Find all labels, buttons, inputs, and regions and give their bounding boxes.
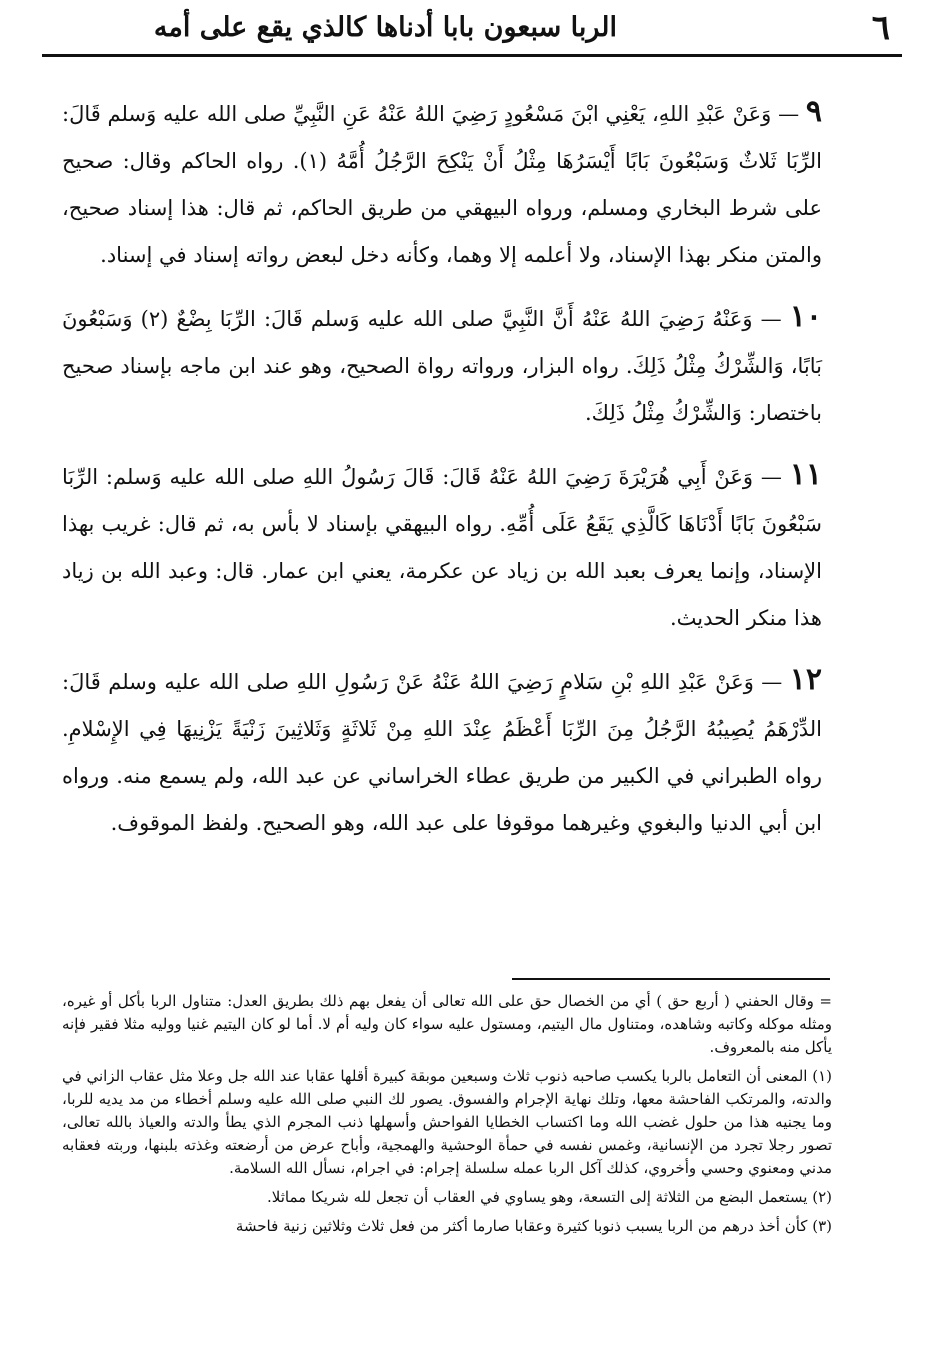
footnote: (١) المعنى أن التعامل بالربا يكسب صاحبه ذنوب ثلاث وسبعين موبقة كبيرة أقلها عقابا عند الله جل وعلا مثل عقاب الزاني في والدته، والمرتكب الفاحشة معها، وتلك نهاية الإجرام والفسوق. يصور لك النبي صلى الله عليه وسلم أخطاء من مد يديه للربا، وما يجنيه هذا من حلول غضب الله وما اكتساب الخطايا الفواحش وأسهلها ذنب المجرم الذي يطأ والدته والعياذ بالله تعالى، تصور رجلا تجرد من الإنسانية، وغمس نفسه في حمأة الوحشية والهمجية، وأباح عرض من أرضعته وغذته بلبنها، وربته فعقابه مدني ومعنوي وحسي وأخروي، كذلك آكل الربا عمله سلسلة إجرام: في اجرام، نسأل الله السلامة. [62, 1067, 832, 1177]
hadith-text: — وَعَنْ عَبْدِ اللهِ بْنِ سَلامٍ رَضِيَ اللهُ عَنْهُ عَنْ رَسُولِ اللهِ صلى الله عليه وسلم قَالَ: الدِّرْهَمُ يُصِيبُهُ الرَّجُلُ مِنَ الرِّبَا أَعْظَمُ عِنْدَ اللهِ مِنْ ثَلاثَةٍ وَثَلاثِينَ زَنْيَةً يَزْنِيهَا فِي الإِسْلامِ. رواه الطبراني في الكبير من طريق عطاء الخراساني عن عبد الله، ولم يسمع منه. ورواه ابن أبي الدنيا والبغوي وغيرهما موقوفا على عبد الله، وهو الصحيح. ولفظ الموقوف. [62, 670, 822, 835]
hadith-12 [62, 656, 822, 847]
hadith-10 [62, 293, 822, 437]
footnote: = وقال الحفني ( أربع حق ) أي من الخصال حق على الله تعالى أن يفعل بهم ذلك بطريق العدل: متناول الربا بأكل أو غيره، ومثله موكله وكاتبه وشاهده، ومتناول مال اليتيم، ومستول عليه سواء كان وليه أم لا. أما لو كان اليتيم غنيا ووليه مثلا فقير فإنه يأكل منه بالمعروف. [62, 992, 832, 1056]
page-header [42, 6, 902, 57]
hadith-number: ١٠ [789, 299, 823, 334]
running-title: الربا سبعون بابا أدناها كالذي يقع على أمه [153, 12, 617, 43]
hadith-text: — وَعَنْ عَبْدِ اللهِ، يَعْنِي ابْنَ مَسْعُودٍ رَضِيَ اللهُ عَنْهُ عَنِ النَّبِيِّ صلى الله عليه وَسلم قَالَ: الرِّبَا ثَلاثٌ وَسَبْعُونَ بَابًا أَيْسَرُهَا مِثْلُ أَنْ يَنْكِحَ الرَّجُلُ أُمَّهُ (١). رواه الحاكم وقال: صحيح على شرط البخاري ومسلم، ورواه البيهقي من طريق الحاكم، ثم قال: هذا إسناد صحيح، والمتن منكر بهذا الإسناد، ولا أعلمه إلا وهما، وكأنه دخل لبعض رواته إسناد في إسناد. [62, 102, 822, 267]
hadith-number: ١١ [789, 457, 822, 492]
footnote-divider [512, 978, 830, 980]
footnote: (٢) يستعمل البضع من الثلاثة إلى التسعة، وهو يساوي في العقاب أن تجعل لله شريكا مماثلا. [267, 1188, 832, 1206]
hadith-9 [62, 88, 822, 279]
hadith-text: — وَعَنْهُ رَضِيَ اللهُ عَنْهُ أَنَّ النَّبِيَّ صلى الله عليه وَسلم قَالَ: الرِّبَا بِضْعٌ (٢) وَسَبْعُونَ بَابًا، وَالشِّرْكُ مِثْلُ ذَلِكَ. رواه البزار، ورواته رواة الصحيح، وهو عند ابن ماجه بإسناد صحيح باختصار: وَالشِّرْكُ مِثْلُ ذَلِكَ. [62, 307, 822, 425]
hadith-number: ٩ [805, 94, 822, 129]
footnote: (٣) كأن أخذ درهم من الربا يسبب ذنوبا كثيرة وعقابا صارما أكثر من فعل ثلاث وثلاثين زنية فاحشة [235, 1217, 832, 1235]
hadith-11 [62, 451, 822, 642]
hadith-number: ١٢ [789, 662, 822, 697]
footnotes [62, 990, 832, 1244]
page-number: ٦ [871, 8, 890, 48]
main-text [62, 88, 822, 861]
hadith-text: — وَعَنْ أَبِي هُرَيْرَةَ رَضِيَ اللهُ عَنْهُ قَالَ: قَالَ رَسُولُ اللهِ صلى الله عليه وَسلم: الرِّبَا سَبْعُونَ بَابًا أَدْنَاهَا كَالَّذِي يَقَعُ عَلَى أُمِّهِ. رواه البيهقي بإسناد لا بأس به، ثم قال: غريب بهذا الإسناد، وإنما يعرف بعبد الله بن زياد عن عكرمة، يعني ابن عمار. قال: وعبد الله بن زياد هذا منكر الحديث. [62, 465, 822, 630]
